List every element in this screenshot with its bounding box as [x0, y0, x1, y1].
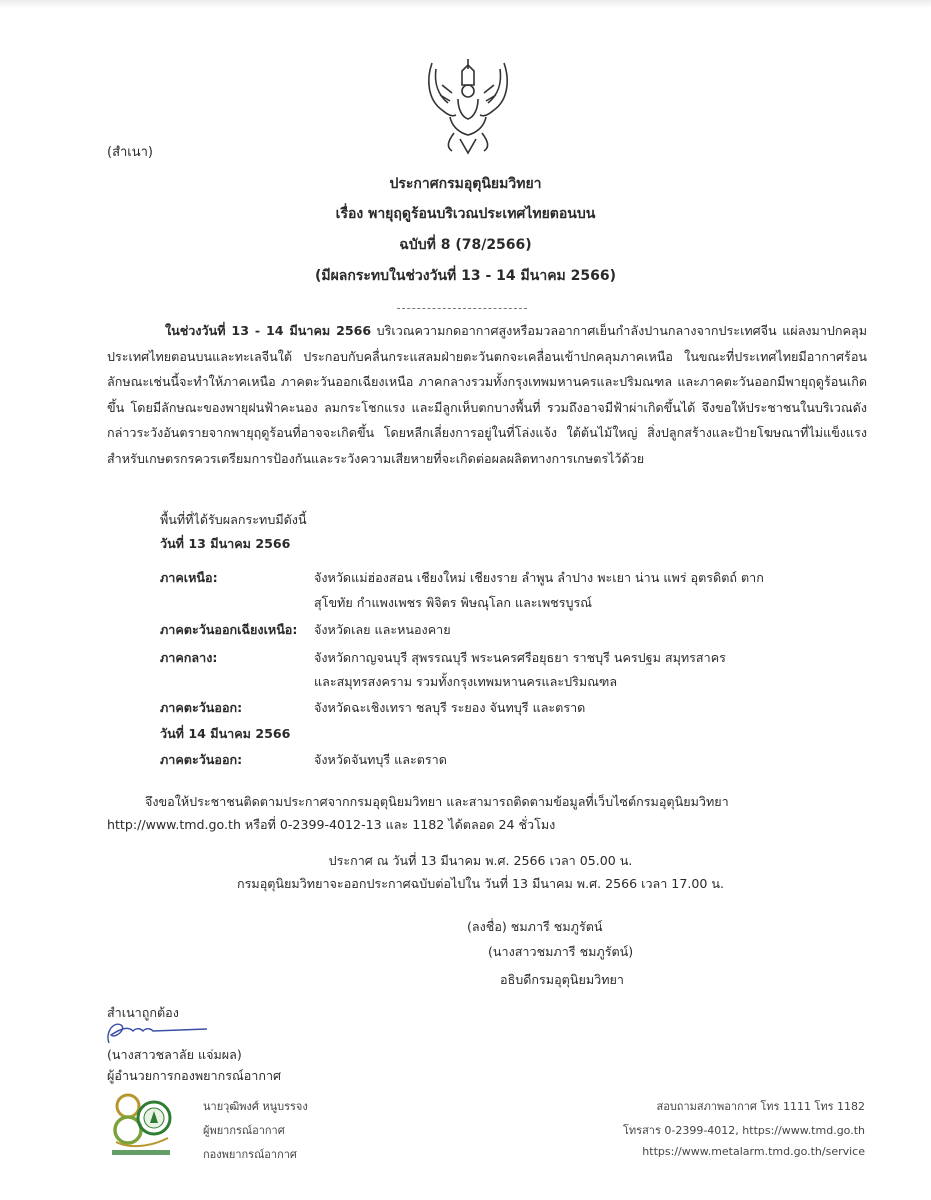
affected-areas-title: พื้นที่ที่ได้รับผลกระทบมีดังนี้ [160, 512, 307, 527]
copy-label: (สำเนา) [107, 145, 154, 160]
footer-service-url: https://www.metalarm.tmd.go.th/service [642, 1145, 865, 1158]
region-provinces: จังหวัดฉะเชิงเทรา ชลบุรี ระยอง จันทบุรี และตราด [314, 700, 586, 715]
footer-hotline: สอบถามสภาพอากาศ โทร 1111 โทร 1182 [656, 1100, 865, 1113]
region-provinces: จังหวัดเลย และหนองคาย [314, 622, 451, 637]
signed-by: (ลงชื่อ) ชมภารี ชมภูรัตน์ [467, 919, 603, 934]
body-lead: ในช่วงวันที่ 13 - 14 มีนาคม 2566 [165, 323, 372, 338]
signatory-position: อธิบดีกรมอุตุนิยมวิทยา [500, 972, 624, 987]
region-provinces: สุโขทัย กำแพงเพชร พิจิตร พิษณุโลก และเพชรบูรณ์ [314, 595, 592, 610]
certifier-name: (นางสาวชลาลัย แจ่มผล) [107, 1047, 242, 1062]
region-label-northeast: ภาคตะวันออกเฉียงเหนือ: [160, 622, 298, 637]
region-label-central: ภาคกลาง: [160, 650, 218, 665]
follow-up-text: จึงขอให้ประชาชนติดตามประกาศจากกรมอุตุนิยมวิทยา และสามารถติดตามข้อมูลที่เว็บไซต์กรมอุตุนิยมวิทยา [145, 794, 729, 809]
region-label-east: ภาคตะวันออก: [160, 752, 243, 767]
handwritten-signature [103, 1015, 213, 1047]
announcement-effective-dates: (มีผลกระทบในช่วงวันที่ 13 - 14 มีนาคม 2566) [314, 268, 617, 284]
signatory-name: (นางสาวชมภารี ชมภูรัตน์) [488, 944, 634, 959]
region-provinces: จังหวัดแม่ฮ่องสอน เชียงใหม่ เชียงราย ลำพูน ลำปาง พะเยา น่าน แพร่ อุตรดิตถ์ ตาก [314, 570, 764, 585]
announcement-title: ประกาศกรมอุตุนิยมวิทยา [389, 176, 542, 192]
issued-datetime: ประกาศ ณ วันที่ 13 มีนาคม พ.ศ. 2566 เวลา 05.00 น. [328, 853, 633, 868]
garuda-emblem-icon [422, 55, 514, 155]
forecaster-title: ผู้พยากรณ์อากาศ [203, 1124, 285, 1137]
footer-fax-website: โทรสาร 0-2399-4012, https://www.tmd.go.th [623, 1124, 865, 1137]
region-provinces: จังหวัดจันทบุรี และตราด [314, 752, 447, 767]
region-label-north: ภาคเหนือ: [160, 570, 218, 585]
announcement-issue: ฉบับที่ 8 (78/2566) [399, 237, 532, 253]
day-1-date: วันที่ 13 มีนาคม 2566 [160, 536, 291, 551]
header-separator [397, 308, 527, 309]
tmd-80th-anniversary-logo [108, 1090, 174, 1160]
certifier-position: ผู้อำนวยการกองพยากรณ์อากาศ [107, 1068, 282, 1083]
day-2-date: วันที่ 14 มีนาคม 2566 [160, 726, 291, 741]
region-label-east: ภาคตะวันออก: [160, 700, 243, 715]
forecaster-division: กองพยากรณ์อากาศ [203, 1148, 297, 1161]
top-shade [0, 0, 931, 8]
follow-up-contact: http://www.tmd.go.th หรือที่ 0-2399-4012-13 และ 1182 ได้ตลอด 24 ชั่วโมง [107, 817, 556, 832]
next-issue-datetime: กรมอุตุนิยมวิทยาจะออกประกาศฉบับต่อไปใน วันที่ 13 มีนาคม พ.ศ. 2566 เวลา 17.00 น. [237, 876, 724, 891]
announcement-subject: เรื่อง พายุฤดูร้อนบริเวณประเทศไทยตอนบน [335, 206, 596, 222]
region-provinces: จังหวัดกาญจนบุรี สุพรรณบุรี พระนครศรีอยุธยา ราชบุรี นครปฐม สมุทรสาคร [314, 650, 726, 665]
forecaster-name: นายวุฒิพงศ์ หนูบรรจง [203, 1100, 308, 1113]
certified-copy-label: สำเนาถูกต้อง [107, 1005, 179, 1020]
body-text: บริเวณความกดอากาศสูงหรือมวลอากาศเย็นกำลังปานกลางจากประเทศจีน แผ่ลงมาปกคลุมประเทศไทยตอนบนและทะเลจีนใต้ ประกอบกับคลื่นกระแสลมฝ่ายตะวันตกจะเคลื่อนเข้าปกคลุมภาคเหนือ ในขณะที่ประเทศไทยมีอากาศร้อน ลักษณะเช่นนี้จะทำให้ภาคเหนือ ภาคตะวันออกเฉียงเหนือ ภาคกลางรวมทั้งกรุงเทพมหานครและปริมณฑล และภาคตะวันออกมีพายุฤดูร้อนเกิดขึ้น โดยมีลักษณะของพายุฝนฟ้าคะนอง ลมกระโชกแรง และมีลูกเห็บตกบางพื้นที่ รวมถึงอาจมีฟ้าผ่าเกิดขึ้นได้ จึงขอให้ประชาชนในบริเวณดังกล่าวระวังอันตรายจากพายุฤดูร้อนที่อาจจะเกิดขึ้น โดยหลีกเลี่ยงการอยู่ในที่โล่งแจ้ง ใต้ต้นไม้ใหญ่ สิ่งปลูกสร้างและป้ายโฆษณาที่ไม่แข็งแรง สำหรับเกษตรกรควรเตรียมการป้องกันและระวังความเสียหายที่จะเกิดต่อผลผลิตทางการเกษตรไว้ด้วย [107, 323, 867, 466]
region-provinces: และสมุทรสงคราม รวมทั้งกรุงเทพมหานครและปริมณฑล [314, 674, 618, 689]
body-paragraph [107, 318, 867, 471]
